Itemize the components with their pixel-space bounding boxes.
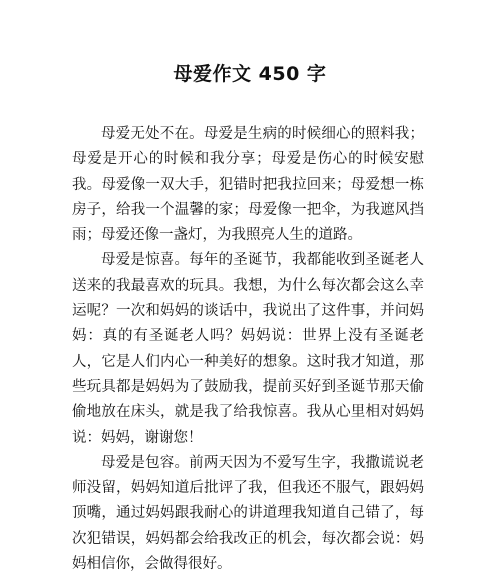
paragraph-1: 母爱无处不在。母爱是生病的时候细心的照料我；母爱是开心的时候和我分享；母爱是伤心的时候安慰我。母爱像一双大手，犯错时把我拉回来；母爱想一栋房子，给我一个温馨的家；母爱像一把伞，为我遮风挡雨；母爱还像一盏灯，为我照亮人生的道路。 <box>72 126 424 244</box>
paragraph-3: 母爱是包容。前两天因为不爱写生字，我撒谎说老师没留，妈妈知道后批评了我，但我还不服气，跟妈妈顶嘴，通过妈妈跟我耐心的讲道理我知道自己错了，每次犯错误，妈妈都会给我改正的机会，每次都会说：妈妈相信你，会做得很好。 <box>72 454 424 573</box>
document-title: 母爱作文 450 字 <box>173 63 327 85</box>
document-body <box>72 122 424 577</box>
paragraph-2: 母爱是惊喜。每年的圣诞节，我都能收到圣诞老人送来的我最喜欢的玩具。我想，为什么每次都会这么幸运呢？一次和妈妈的谈话中，我说出了这件事，并问妈妈：真的有圣诞老人吗？妈妈说：世界上没有圣诞老人，它是人们内心一种美好的想象。这时我才知道，那些玩具都是妈妈为了鼓励我，提前买好到圣诞节那天偷偷地放在床头，就是我了给我惊喜。我从心里相对妈妈说：妈妈，谢谢您！ <box>72 252 424 446</box>
